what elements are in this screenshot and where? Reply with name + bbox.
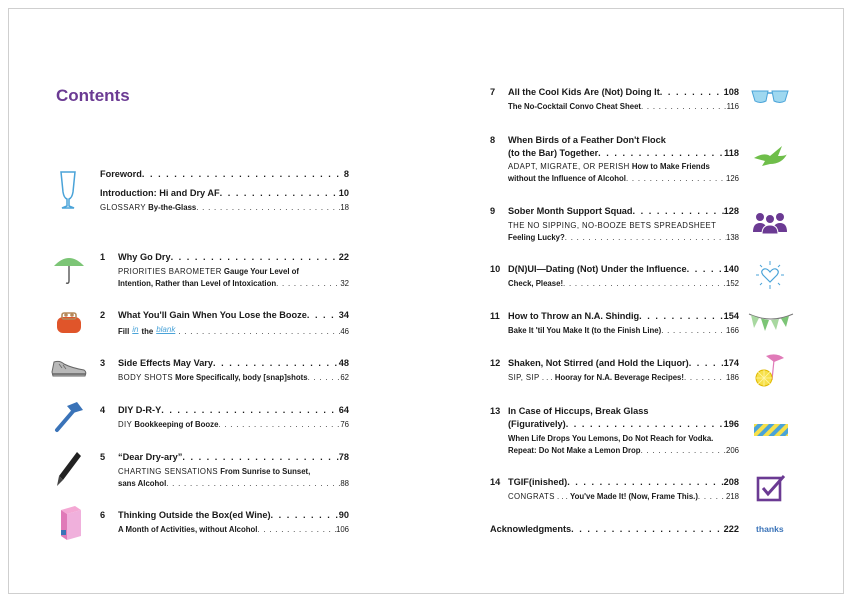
leader-dots <box>639 310 723 323</box>
entry-sub-page: 186 <box>725 373 739 382</box>
bird-icon <box>752 142 788 168</box>
entry-page: 174 <box>723 358 739 368</box>
leader-dots <box>698 491 726 503</box>
entry-page: 10 <box>338 188 349 198</box>
entry-sub-title: The No-Cocktail Convo Cheat Sheet <box>508 102 641 111</box>
chapter-number: 14 <box>490 477 501 487</box>
entry-page: 48 <box>338 358 349 368</box>
leader-dots <box>571 523 723 536</box>
entry-sub-title: You've Made It! (Now, Frame This.) <box>570 492 698 501</box>
entry-title: When Birds of a Feather Don't Flock <box>508 135 666 145</box>
entry-sub-ellipsis: . . . <box>556 492 568 501</box>
leader-dots <box>566 418 724 431</box>
toc-entry-chapter-13[interactable] <box>490 405 739 456</box>
entry-page: 8 <box>343 169 349 179</box>
lemon-drink-icon <box>752 350 788 390</box>
sunglasses-icon <box>751 88 789 106</box>
toc-entry-chapter-3[interactable] <box>100 357 349 384</box>
heart-sparkle-icon <box>755 260 785 290</box>
leader-dots <box>171 251 339 264</box>
toc-entry-chapter-7[interactable] <box>490 86 739 113</box>
toc-entry-chapter-2[interactable] <box>100 309 349 338</box>
checkbox-icon <box>756 474 786 502</box>
boxed-wine-icon <box>55 504 83 542</box>
leader-dots <box>567 476 723 489</box>
toc-entry-chapter-1[interactable] <box>100 251 349 289</box>
entry-title: Foreword <box>100 169 142 179</box>
toc-entry-chapter-4[interactable] <box>100 404 349 431</box>
entry-sub-label: DIY <box>118 420 133 429</box>
entry-sub-title-cont: Intention, Rather than Level of Intoxication <box>118 278 277 288</box>
sneaker-icon <box>50 356 88 380</box>
entry-title: What You'll Gain When You Lose the Booze <box>118 310 307 320</box>
bunting-icon <box>748 310 794 336</box>
leader-dots <box>218 419 340 431</box>
leader-dots <box>182 451 338 464</box>
entry-sub-title: A Month of Activities, without Alcohol <box>118 525 258 534</box>
umbrella-icon <box>52 252 86 286</box>
entry-title: Acknowledgments <box>490 524 572 534</box>
toc-entry-chapter-8[interactable] <box>490 134 739 184</box>
toc-entry-chapter-10[interactable] <box>490 263 739 290</box>
entry-title: Sober Month Support Squad <box>508 206 633 216</box>
leader-dots <box>308 372 341 384</box>
toc-entry-chapter-9[interactable] <box>490 205 739 243</box>
entry-title: “Dear Dry-ary” <box>118 452 183 462</box>
hammer-icon <box>51 400 85 434</box>
entry-sub-title: More Specifically, body [snap]shots <box>175 373 308 382</box>
entry-page: 90 <box>338 510 349 520</box>
toc-entry-acknowledgments[interactable] <box>490 523 739 536</box>
entry-sub-page: 76 <box>340 420 349 429</box>
entry-sub-ellipsis: . . . <box>541 373 553 382</box>
entry-sub-blank: blank <box>156 325 176 334</box>
entry-sub-the: the <box>141 327 154 336</box>
entry-sub-title: Bookkeeping of Booze <box>134 420 219 429</box>
leader-dots <box>161 404 339 417</box>
entry-sub-title: By-the-Glass <box>148 203 197 212</box>
leader-dots <box>166 478 340 490</box>
leader-dots <box>276 278 340 290</box>
entry-sub-label: PRIORITIES BAROMETER <box>118 267 222 276</box>
entry-sub-page: 218 <box>725 492 739 501</box>
entry-sub-page: 106 <box>335 525 349 534</box>
entry-title: DIY D-R-Y <box>118 405 162 415</box>
entry-sub-page: 126 <box>725 173 739 183</box>
entry-sub-page: 166 <box>725 326 739 335</box>
leader-dots <box>196 202 340 214</box>
entry-sub-title: Gauge Your Level of <box>223 267 300 276</box>
leader-dots <box>626 173 726 185</box>
leader-dots <box>213 357 339 370</box>
thanks-word: thanks <box>756 524 784 534</box>
chapter-number: 9 <box>490 206 496 216</box>
entry-sub-title: Feeling Lucky? <box>508 232 565 242</box>
leader-dots <box>257 524 336 536</box>
leader-dots <box>307 309 339 322</box>
entry-title: Shaken, Not Stirred (and Hold the Liquor) <box>508 358 689 368</box>
entry-sub-page: 46 <box>340 327 349 336</box>
entry-sub-title: Check, Please! <box>508 279 564 288</box>
entry-sub-title: How to Make Friends <box>631 162 710 171</box>
leader-dots <box>271 509 339 522</box>
chapter-number: 2 <box>100 310 106 320</box>
entry-sub-page: 116 <box>726 102 739 111</box>
pen-icon <box>55 450 83 490</box>
toc-entry-introduction[interactable] <box>100 187 349 214</box>
leader-dots <box>563 278 726 290</box>
entry-page: 154 <box>723 311 739 321</box>
entry-sub-page: 206 <box>725 445 739 455</box>
entry-page: 34 <box>338 310 349 320</box>
leader-dots <box>684 372 726 384</box>
entry-title: Thinking Outside the Box(ed Wine) <box>118 510 271 520</box>
entry-sub-label: ADAPT, MIGRATE, OR PERISH <box>508 162 630 171</box>
chapter-number: 7 <box>490 87 496 97</box>
people-group-icon <box>752 210 788 234</box>
chapter-number: 8 <box>490 135 496 145</box>
entry-sub-fill: Fill <box>118 327 130 336</box>
entry-title: In Case of Hiccups, Break Glass <box>508 406 649 416</box>
entry-sub-title: Hooray for N.A. Beverage Recipes! <box>554 373 684 382</box>
entry-sub-page: 88 <box>340 478 349 488</box>
entry-title: How to Throw an N.A. Shindig <box>508 311 640 321</box>
entry-page: 140 <box>723 264 739 274</box>
entry-sub-label: CONGRATS <box>508 492 555 501</box>
entry-sub-title: From Sunrise to Sunset, <box>220 467 311 476</box>
leader-dots <box>689 357 724 370</box>
toc-entry-chapter-11[interactable] <box>490 310 739 337</box>
entry-title-cont: (Figuratively) <box>508 419 566 429</box>
toc-entry-chapter-5[interactable] <box>100 451 349 489</box>
chapter-number: 1 <box>100 252 106 262</box>
entry-sub-label: BODY SHOTS <box>118 373 173 382</box>
leader-dots <box>641 101 727 113</box>
entry-page: 22 <box>338 252 349 262</box>
leader-dots <box>641 445 726 457</box>
leader-dots <box>633 205 724 218</box>
chapter-number: 13 <box>490 406 501 416</box>
page-title: Contents <box>56 86 130 105</box>
entry-sub-in: in <box>132 325 139 334</box>
toc-entry-chapter-12[interactable] <box>490 357 739 384</box>
chapter-number: 10 <box>490 264 501 274</box>
toc-entry-chapter-6[interactable] <box>100 509 349 536</box>
entry-sub-title: When Life Drops You Lemons, Do Not Reach for Vodka. <box>508 434 714 443</box>
entry-page: 78 <box>338 452 349 462</box>
entry-sub-label: THE NO SIPPING, NO-BOOZE BETS SPREADSHEET <box>508 221 717 230</box>
entry-page: 196 <box>723 419 739 429</box>
chapter-number: 11 <box>490 311 500 321</box>
entry-page: 222 <box>723 524 739 534</box>
entry-page: 108 <box>723 87 739 97</box>
chapter-number: 5 <box>100 452 106 462</box>
entry-sub-title-cont: sans Alcohol <box>118 478 167 488</box>
entry-sub-page: 138 <box>725 232 739 242</box>
entry-title: Why Go Dry <box>118 252 171 262</box>
entry-sub-page: 18 <box>340 203 349 212</box>
leader-dots <box>565 232 726 244</box>
entry-sub-label: CHARTING SENSATIONS <box>118 467 219 476</box>
entry-sub-title: Bake It 'til You Make It (to the Finish Line) <box>508 326 662 335</box>
leader-dots <box>598 147 724 160</box>
glass-icon <box>57 170 79 210</box>
entry-sub-label: GLOSSARY <box>100 203 146 212</box>
entry-page: 118 <box>724 148 739 158</box>
entry-sub-label: SIP, SIP <box>508 373 540 382</box>
toc-entry-foreword[interactable] <box>100 168 349 181</box>
entry-page: 64 <box>338 405 349 415</box>
entry-page: 208 <box>723 477 739 487</box>
entry-title: Side Effects May Vary <box>118 358 213 368</box>
leader-dots <box>178 326 340 338</box>
leader-dots <box>687 263 724 276</box>
chapter-number: 12 <box>490 358 501 368</box>
entry-title: All the Cool Kids Are (Not) Doing It <box>508 87 660 97</box>
entry-sub-page: 62 <box>340 373 349 382</box>
entry-title: Introduction: Hi and Dry AF <box>100 188 220 198</box>
entry-sub-page: 152 <box>725 279 739 288</box>
chapter-number: 3 <box>100 358 106 368</box>
leader-dots <box>661 325 726 337</box>
toc-entry-chapter-14[interactable] <box>490 476 739 503</box>
entry-title-cont: (to the Bar) Together <box>508 148 599 158</box>
chapter-number: 6 <box>100 510 106 520</box>
entry-sub-title-cont: without the Influence of Alcohol <box>508 173 626 183</box>
chapter-number: 4 <box>100 405 106 415</box>
leader-dots <box>660 86 724 99</box>
coin-purse-icon <box>55 311 83 335</box>
leader-dots <box>220 187 339 200</box>
leader-dots <box>142 168 344 181</box>
entry-sub-page: 32 <box>340 278 349 288</box>
entry-sub-title-cont: Repeat: Do Not Make a Lemon Drop <box>508 445 641 455</box>
entry-page: 128 <box>723 206 739 216</box>
entry-title: D(N)UI—Dating (Not) Under the Influence <box>508 264 687 274</box>
entry-title: TGIF(inished) <box>508 477 568 487</box>
caution-stripe-icon <box>754 422 788 438</box>
